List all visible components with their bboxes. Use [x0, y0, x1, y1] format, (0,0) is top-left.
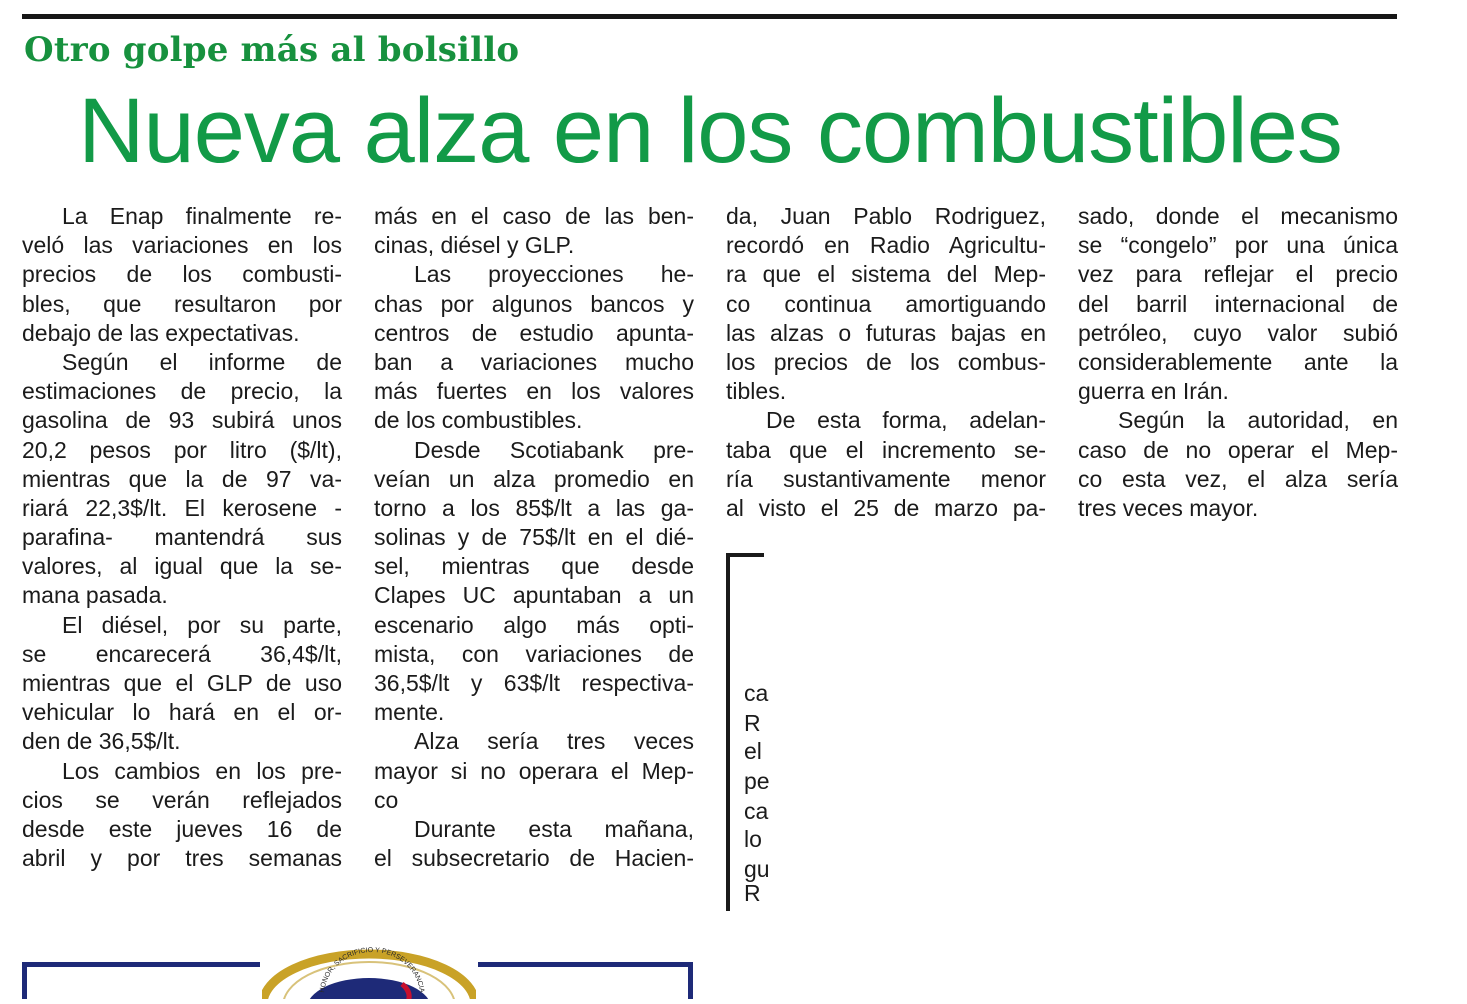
text-line: taba que el incremento se- [726, 436, 1046, 463]
text-line: cios se verán reflejados [22, 786, 342, 813]
text-line: ría sustantivamente menor [726, 465, 1046, 492]
text-line: co continua amortiguando [726, 290, 1046, 317]
article-column-3 [726, 202, 1046, 523]
text-line: se encarecerá 36,4$/lt, [22, 640, 342, 667]
text-line: desde este jueves 16 de [22, 815, 342, 842]
text-line: abril y por tres semanas [22, 845, 342, 872]
text-line: ra que el sistema del Mep- [726, 261, 1046, 288]
text-line: se “congelo” por una única [1078, 232, 1398, 259]
text-line: parafina- mantendrá sus [22, 524, 342, 551]
text-line: Según el informe de [62, 348, 342, 375]
text-line: considerablemente ante la [1078, 348, 1398, 375]
text-line: den de 36,5$/lt. [22, 728, 181, 755]
text-line: Durante esta mañana, [414, 815, 694, 842]
seal-text: HONOR, SACRIFICIO Y PERSEVERANCIA [319, 946, 425, 994]
text-line: escenario algo más opti- [374, 611, 694, 638]
article-kicker: Otro golpe más al bolsillo [24, 30, 520, 70]
text-line: del barril internacional de [1078, 290, 1398, 317]
text-line: tres veces mayor. [1078, 494, 1259, 521]
text-line: 20,2 pesos por litro ($/lt), [22, 436, 342, 463]
text-line: estimaciones de precio, la [22, 378, 342, 405]
top-rule [22, 14, 1397, 19]
sidebar-text-fragment: R [744, 710, 761, 736]
ad-border-right [688, 962, 693, 999]
sidebar-text-fragment: pe [744, 768, 770, 794]
text-line: mana pasada. [22, 582, 168, 609]
text-line: al visto el 25 de marzo pa- [726, 494, 1046, 521]
text-line: torno a los 85$/lt a las ga- [374, 494, 694, 521]
text-line: veían un alza promedio en [374, 465, 694, 492]
text-line: caso de no operar el Mep- [1078, 436, 1398, 463]
text-line: riará 22,3$/lt. El kerosene - [22, 494, 342, 521]
institution-seal [262, 944, 476, 999]
text-line: Las proyecciones he- [414, 261, 694, 288]
text-line: las alzas o futuras bajas en [726, 319, 1046, 346]
text-line: El diésel, por su parte, [62, 611, 342, 638]
article-column-2 [374, 202, 694, 873]
sidebar-text-fragment: ca [744, 798, 769, 824]
text-line: mente. [374, 699, 445, 726]
text-line: los precios de los combus- [726, 348, 1046, 375]
text-line: el subsecretario de Hacien- [374, 845, 694, 872]
sidebar-box [726, 553, 770, 911]
text-line: cinas, diésel y GLP. [374, 232, 575, 259]
sidebar-text-fragment: R [744, 880, 761, 906]
text-line: chas por algunos bancos y [374, 290, 694, 317]
ad-border-top-right [478, 962, 693, 967]
text-line: sado, donde el mecanismo [1078, 203, 1398, 229]
text-line: mientras que la de 97 va- [22, 465, 342, 492]
article-headline: Nueva alza en los combustibles [78, 80, 1342, 182]
text-line: petróleo, cuyo valor subió [1078, 319, 1398, 346]
text-line: recordó en Radio Agricultu- [726, 232, 1046, 259]
text-line: tibles. [726, 378, 787, 405]
text-line: de los combustibles. [374, 407, 583, 434]
sidebar-text-fragment: gu [744, 856, 770, 882]
text-line: co [374, 786, 399, 813]
article-column-4 [1078, 202, 1398, 523]
text-line: solinas y de 75$/lt en el dié- [374, 524, 694, 551]
ad-border-left [22, 962, 27, 999]
text-line: Alza sería tres veces [414, 728, 694, 755]
text-line: mayor si no operara el Mep- [374, 757, 694, 784]
text-line: sel, mientras que desde [374, 553, 694, 580]
text-line: valores, al igual que la se- [22, 553, 342, 580]
text-line: bles, que resultaron por [22, 290, 342, 317]
text-line: precios de los combusti- [22, 261, 342, 288]
sidebar-text-fragment: ca [744, 680, 769, 706]
text-line: más fuertes en los valores [374, 378, 694, 405]
text-line: mista, con variaciones de [374, 640, 694, 667]
text-line: ban a variaciones mucho [374, 348, 694, 375]
text-line: guerra en Irán. [1078, 378, 1229, 405]
text-line: De esta forma, adelan- [766, 407, 1046, 434]
text-line: centros de estudio apunta- [374, 319, 694, 346]
text-line: vez para reflejar el precio [1078, 261, 1398, 288]
text-line: Según la autoridad, en [1118, 407, 1398, 434]
sidebar-text-fragment: lo [744, 826, 762, 852]
text-line: veló las variaciones en los [22, 232, 342, 259]
ad-border-top-left [22, 962, 260, 967]
text-line: co esta vez, el alza sería [1078, 465, 1398, 492]
sidebar-text-fragment: el [744, 738, 762, 764]
text-line: Clapes UC apuntaban a un [374, 582, 694, 609]
text-line: 36,5$/lt y 63$/lt respectiva- [374, 670, 694, 696]
text-line: más en el caso de las ben- [374, 203, 694, 229]
text-line: Desde Scotiabank pre- [414, 436, 694, 463]
text-line: vehicular lo hará en el or- [22, 699, 342, 726]
text-line: da, Juan Pablo Rodriguez, [726, 203, 1046, 229]
text-line: debajo de las expectativas. [22, 319, 300, 346]
text-line: mientras que el GLP de uso [22, 670, 342, 696]
text-line: Los cambios en los pre- [62, 757, 342, 784]
text-line: La Enap finalmente re- [62, 203, 342, 229]
article-column-1 [22, 202, 342, 873]
seal-emblem-icon [262, 944, 476, 999]
text-line: gasolina de 93 subirá unos [22, 407, 342, 434]
